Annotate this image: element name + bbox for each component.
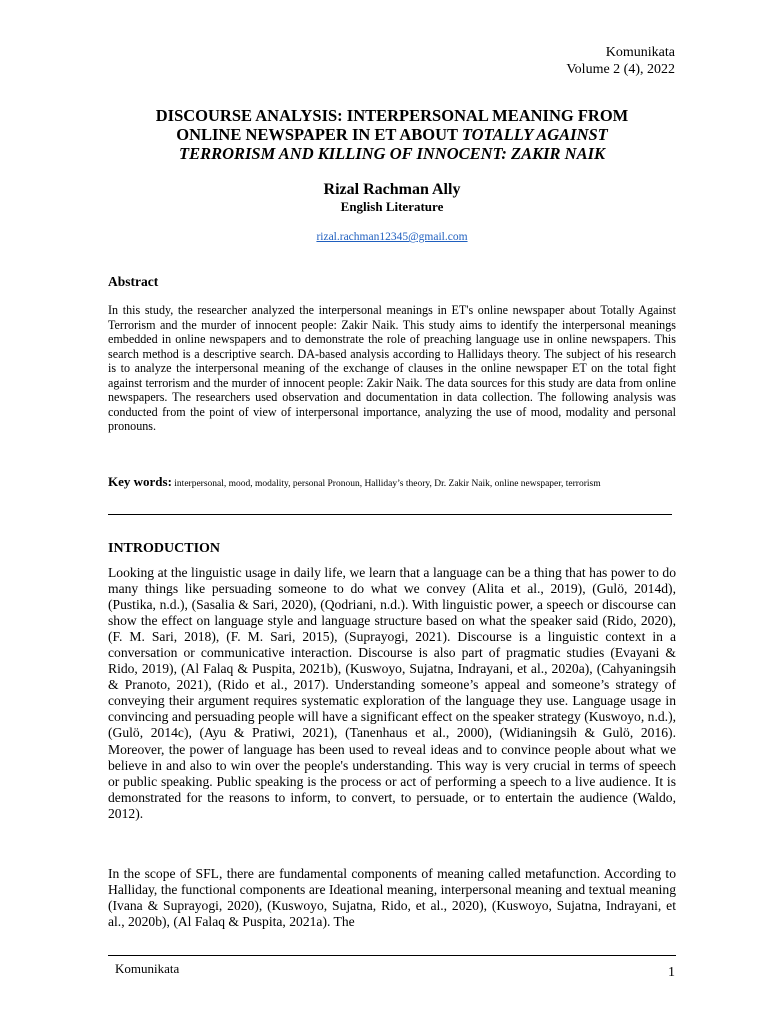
keywords [108,475,676,491]
introduction-heading: INTRODUCTION [108,541,221,556]
author-name: Rizal Rachman Ally [323,181,461,198]
title-line-3 [108,144,676,163]
running-header [566,44,675,78]
keywords-text: interpersonal, mood, modality, personal Pronoun, Halliday’s theory, Dr. Zakir Naik, online newspaper, terrorism [174,479,601,489]
volume-info: Volume 2 (4), 2022 [566,62,675,77]
author-email-link[interactable]: rizal.rachman12345@gmail.com [316,231,468,243]
author-affiliation: English Literature [340,199,444,214]
page-number: 1 [668,965,675,980]
abstract-heading: Abstract [108,274,159,289]
title-line-2-prefix: ONLINE NEWSPAPER IN ET ABOUT [176,125,462,144]
title-line-3-italic: TERRORISM AND KILLING OF INNOCENT: ZAKIR NAIK [178,144,606,163]
paper-title [108,106,676,163]
footer-journal-name: Komunikata [115,961,180,976]
keywords-label: Key words: [108,474,172,489]
abstract-text: In this study, the researcher analyzed the interpersonal meanings in ET's online newspaper about Totally Against Terrorism and the murder of innocent people: Zakir Naik. This study aims to identify the interpersonal meanings embedded in online newspapers and to demonstrate the role of preaching language use in online newspapers. This search method is a descriptive search. DA-based analysis according to Hallidays theory. The subject of his research is to analyze the interpersonal meaning of the exchange of clauses in the online newspaper ET on the total fight against terrorism and the murder of innocent people: Zakir Naik. The data sources for this study are data from online newspapers. The researchers used observation and documentation in data collection. The following analysis was conducted from the point of view of interpersonal importance, analyzing the use of mood, modality and personal pronouns. [108,303,676,433]
section-divider [108,514,672,515]
title-line-1: DISCOURSE ANALYSIS: INTERPERSONAL MEANING FROM [155,106,629,125]
introduction-paragraph-1: Looking at the linguistic usage in daily life, we learn that a language can be a thing that has power to do many things like persuading someone to do what we convey (Alita et al., 2019), (Gulö, 2014d), (Pustika, n.d.), (Sasalia & Sari, 2020), (Qodriani, n.d.). With linguistic power, a speech or discourse can show the effect on language style and language structure based on what the speaker said (Rido, 2020), (F. M. Sari, 2018), (F. M. Sari, 2015), (Suprayogi, 2021). Discourse is a linguistic context in a conversation or communicative interaction. Discourse is also part of pragmatic studies (Evayani & Rido, 2019), (Al Falaq & Puspita, 2021b), (Kuswoyo, Sujatna, Indrayani, et al., 2020a), (Cahyaningsih & Pranoto, 2021), (Rido et al., 2017). Understanding someone’s appeal and someone’s strategy of conveying their argument requires systematic exploration of the language they use. Language usage in convincing and persuading people will have a significant effect on the speaker strategy (Kuswoyo, n.d.), (Gulö, 2014c), (Ayu & Pratiwi, 2021), (Tanenhaus et al., 2000), (Widianingsih & Gulö, 2016). Moreover, the power of language has been used to reveal ideas and to convince people about what we believe in and also to win over the people's understanding. This way is very crucial in terms of speech or public speaking. Public speaking is the process or act of performing a speech to a live audience. It is demonstrated for the reasons to inform, to convert, to persuade, or to entertain the audience (Waldo, 2012). [108,565,676,821]
title-line-2-italic: TOTALLY AGAINST [461,125,608,144]
footer-divider [108,955,676,956]
introduction-paragraph-2: In the scope of SFL, there are fundamental components of meaning called metafunction. According to Halliday, the functional components are Ideational meaning, interpersonal meaning and textual meaning (Ivana & Suprayogi, 2020), (Kuswoyo, Sujatna, Rido, et al., 2020), (Kuswoyo, Sujatna, Indrayani, et al., 2020b), (Al Falaq & Puspita, 2021a). The [108,866,676,930]
journal-name: Komunikata [605,45,675,60]
title-line-2 [108,125,676,144]
